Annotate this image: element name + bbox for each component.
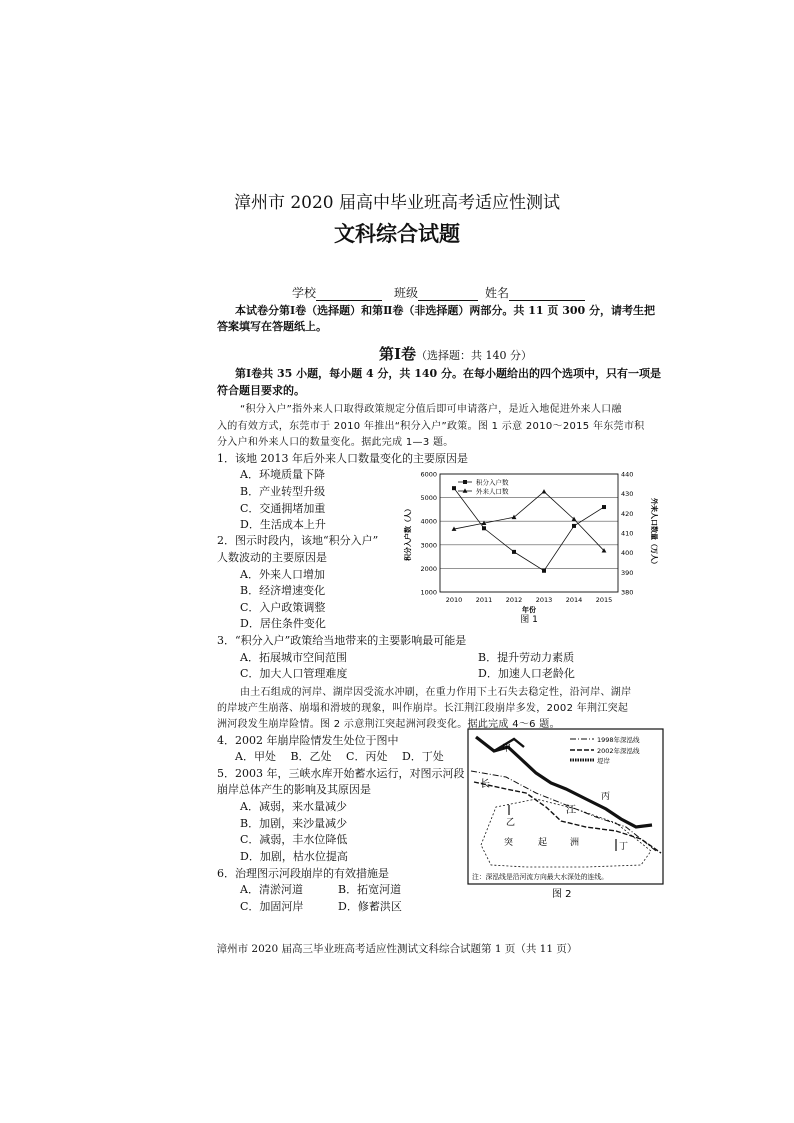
q4-stem: 4．2002 年崩岸险情发生处位于图中: [217, 734, 399, 747]
q3-option-d[interactable]: D．加速人口老龄化: [478, 667, 575, 680]
q2-option-a[interactable]: A．外来人口增加: [240, 568, 325, 581]
q6-option-d[interactable]: D．修蓄洪区: [338, 900, 402, 913]
section-note: （选择题：共 140 分）: [416, 349, 533, 362]
q1-option-a[interactable]: A．环境质量下降: [240, 468, 325, 481]
school-label: 学校: [292, 286, 317, 300]
q2-option-c[interactable]: C．入户政策调整: [240, 601, 326, 614]
series1-point: [512, 550, 516, 554]
y-tick-label: 3000: [420, 541, 437, 550]
q2-option-d[interactable]: D．居住条件变化: [240, 617, 326, 630]
section-desc2: 符合题目要求的。: [217, 384, 305, 397]
series1-point: [602, 505, 606, 509]
exam-subject: 文科综合试题: [334, 221, 460, 246]
y-right-tick-label: 430: [621, 490, 634, 499]
y-axis-label: 积分入户数（人）: [404, 505, 412, 561]
q5-option-b[interactable]: B．加剧，来沙量减少: [240, 817, 348, 830]
label-ding: 丁: [619, 842, 629, 852]
page-footer: 漳州市 2020 届高三毕业班高考适应性测试文科综合试题第 1 页（共 11 页）: [216, 943, 578, 955]
exam-title: 漳州市 2020 届高中毕业班高考适应性测试: [233, 193, 561, 213]
y-tick-label: 1000: [420, 588, 437, 597]
label-tu: 突: [504, 838, 514, 848]
chart-labels: [403, 471, 659, 625]
figure1-chart: [400, 466, 662, 624]
label-bing: 丙: [601, 792, 611, 802]
q5-option-c[interactable]: C．减弱，丰水位降低: [240, 833, 348, 846]
figure2-map: [466, 727, 666, 899]
thalweg-2002: [474, 782, 661, 853]
x-tick-label: 2012: [505, 596, 523, 604]
x-tick-label: 2014: [565, 596, 583, 604]
name-field[interactable]: [485, 284, 585, 301]
section-heading: [379, 343, 532, 364]
q4-option-a[interactable]: A．甲处: [235, 750, 276, 763]
q4-option-b[interactable]: B．乙处: [290, 750, 332, 763]
passage2-line3: 洲河段发生崩岸险情。图 2 示意荆江突起洲河段变化。据此完成 4～6 题。: [217, 719, 560, 730]
x-axis-label: 年份: [522, 606, 536, 614]
legend-2002-label: 2002年深泓线: [597, 747, 640, 755]
y-tick-label: 6000: [420, 470, 437, 479]
series-line-1: [454, 488, 604, 571]
chart-marks: [452, 486, 607, 573]
q4-option-d[interactable]: D．丁处: [401, 750, 444, 763]
q1-option-d[interactable]: D．生活成本上升: [240, 518, 326, 531]
label-yi: 乙: [506, 818, 516, 828]
q3-option-a[interactable]: A．拓展城市空间范围: [240, 651, 347, 664]
q6-option-a[interactable]: A．清淤河道: [240, 883, 303, 896]
y-axis-right-label: 外来人口数量（万人）: [650, 498, 658, 568]
passage1-line1: “积分入户”指外来人口取得政策规定分值后即可申请落户，是近入地促进外来人口融: [240, 404, 622, 415]
map-note: 注：深泓线是沿河流方向最大水深处的连线。: [472, 873, 608, 881]
intro-line1: 本试卷分第Ⅰ卷（选择题）和第Ⅱ卷（非选择题）两部分。共 11 页 300 分，请考生把: [235, 304, 656, 317]
section-title: 第Ⅰ卷: [379, 345, 417, 363]
q1-option-c[interactable]: C．交通拥堵加重: [240, 502, 326, 515]
q6-option-b[interactable]: B．拓宽河道: [338, 883, 402, 896]
q5-option-d[interactable]: D．加剧，枯水位提高: [240, 850, 348, 863]
series1-point: [572, 524, 576, 528]
legend-label-2: 外来人口数: [476, 487, 509, 496]
x-tick-label: 2015: [595, 596, 613, 604]
q6-option-c[interactable]: C．加固河岸: [240, 900, 304, 913]
y-right-tick-label: 440: [621, 470, 634, 479]
series2-point: [542, 489, 547, 493]
passage2-line1: 由土石组成的河岸、湖岸因受流水冲刷，在重力作用下土石失去稳定性，沿河岸、湖岸: [240, 687, 632, 698]
school-field[interactable]: [292, 284, 382, 301]
figure1-caption: 图 1: [520, 615, 538, 624]
q3-stem: 3．“积分入户”政策给当地带来的主要影响最可能是: [217, 634, 467, 647]
y-tick-label: 2000: [420, 564, 437, 573]
section-desc1: 第Ⅰ卷共 35 小题，每小题 4 分，共 140 分。在每小题给出的四个选项中，只有一项是: [235, 367, 662, 380]
passage1-line3: 分入户和外来人口的数量变化。据此完成 1—3 题。: [217, 437, 454, 448]
y-tick-label: 4000: [420, 517, 437, 526]
q1-stem: 1．该地 2013 年后外来人口数量变化的主要原因是: [217, 452, 468, 465]
label-zhou: 洲: [570, 838, 580, 848]
legend-marker-1: [463, 480, 467, 484]
y-right-tick-label: 420: [621, 509, 634, 518]
thalweg-1998: [471, 771, 656, 851]
series1-point: [542, 569, 546, 573]
passage2-line2: 的岸坡产生崩落、崩塌和滑坡的现象，叫作崩岸。长江荆江段崩岸多发，2002 年荆江突起: [217, 703, 629, 714]
y-right-tick-label: 400: [621, 549, 634, 558]
legend-1998-label: 1998年深泓线: [597, 736, 640, 744]
passage1-line2: 入的有效方式，东莞市于 2010 年推出“积分入户”政策。图 1 示意 2010～2015 年东莞市积: [217, 421, 645, 432]
legend-marker-2: [463, 488, 468, 492]
x-tick-label: 2011: [475, 596, 493, 604]
y-tick-label: 5000: [420, 494, 437, 503]
label-jia: 甲: [502, 744, 512, 754]
series1-point: [452, 486, 456, 490]
q3-option-c[interactable]: C．加大人口管理难度: [240, 667, 348, 680]
q2-stem1: 2．图示时段内，该地“积分入户”: [217, 534, 379, 547]
q4-options: [235, 748, 444, 764]
legend-levee-label: 堤岸: [597, 757, 610, 765]
series1-point: [482, 526, 486, 530]
legend-label-1: 积分入户数: [476, 478, 509, 487]
q5-stem1: 5．2003 年，三峡水库开始蓄水运行，对图示河段: [217, 767, 465, 780]
label-qi: 起: [538, 838, 548, 848]
name-label: 姓名: [485, 286, 510, 300]
q5-stem2: 崩岸总体产生的影响及其原因是: [217, 783, 371, 796]
q2-option-b[interactable]: B．经济增速变化: [240, 584, 326, 597]
x-tick-label: 2013: [535, 596, 553, 604]
q1-option-b[interactable]: B．产业转型升级: [240, 485, 326, 498]
figure2-caption: 图 2: [552, 889, 572, 899]
label-chang: 长: [480, 779, 490, 790]
q5-option-a[interactable]: A．减弱，来水量减少: [240, 800, 347, 813]
y-right-tick-label: 390: [621, 568, 634, 577]
intro-line2: 答案填写在答题纸上。: [217, 320, 327, 333]
q6-stem: 6．治理图示河段崩岸的有效措施是: [217, 867, 389, 880]
q3-option-b[interactable]: B．提升劳动力素质: [478, 651, 575, 664]
x-tick-label: 2010: [445, 596, 463, 604]
q2-stem2: 人数波动的主要原因是: [217, 551, 327, 564]
y-right-tick-label: 410: [621, 529, 634, 538]
class-label: 班级: [394, 286, 419, 300]
y-right-tick-label: 380: [621, 588, 634, 597]
q4-option-c[interactable]: C．丙处: [346, 750, 388, 763]
label-jiang: 江: [566, 805, 576, 816]
class-field[interactable]: [394, 284, 478, 301]
